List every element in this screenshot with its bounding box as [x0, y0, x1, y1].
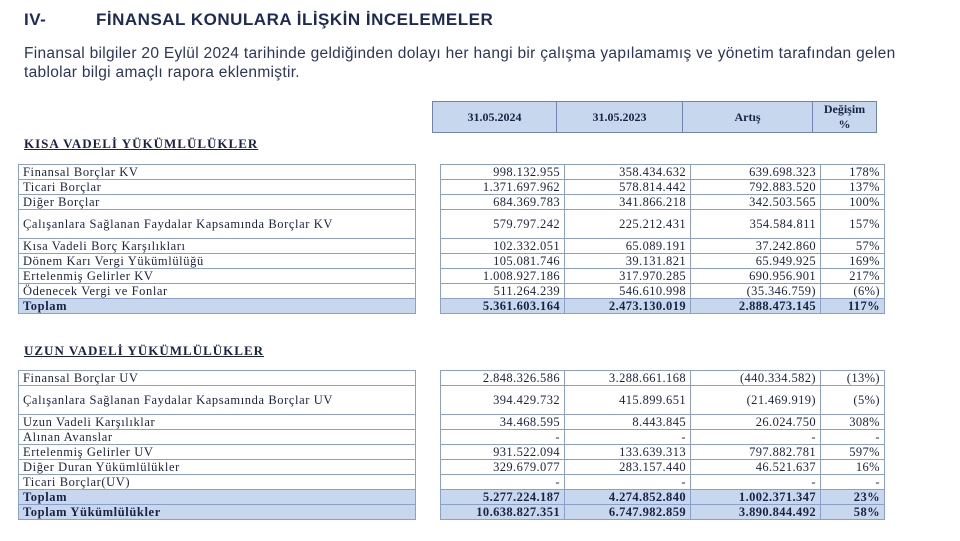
- table-row: [19, 371, 885, 386]
- value-2023: 6.747.982.859: [565, 505, 691, 520]
- value-change: 597%: [821, 445, 885, 460]
- value-2023: 2.473.130.019: [565, 299, 691, 314]
- value-2023: 225.212.431: [565, 210, 691, 239]
- value-2024: -: [441, 430, 565, 445]
- row-label: Finansal Borçlar UV: [19, 371, 416, 386]
- value-increase: 46.521.637: [691, 460, 821, 475]
- row-label: Alınan Avanslar: [19, 430, 416, 445]
- section-heading: [24, 10, 493, 30]
- value-2024: 105.081.746: [441, 254, 565, 269]
- value-increase: -: [691, 475, 821, 490]
- value-increase: 639.698.323: [691, 165, 821, 180]
- short-term-title: KISA VADELİ YÜKÜMLÜLÜKLER: [24, 136, 259, 151]
- value-2024: 579.797.242: [441, 210, 565, 239]
- value-2023: 546.610.998: [565, 284, 691, 299]
- column-gap: [416, 254, 441, 269]
- row-label: Ticari Borçlar: [19, 180, 416, 195]
- value-change: 169%: [821, 254, 885, 269]
- row-label: Diğer Duran Yükümlülükler: [19, 460, 416, 475]
- value-2024: 931.522.094: [441, 445, 565, 460]
- value-change: 217%: [821, 269, 885, 284]
- table-row: [19, 445, 885, 460]
- value-2023: 8.443.845: [565, 415, 691, 430]
- value-2024: 1.371.697.962: [441, 180, 565, 195]
- table-row: [19, 269, 885, 284]
- long-term-table: [18, 370, 885, 520]
- row-label: Diğer Borçlar: [19, 195, 416, 210]
- value-2024: 684.369.783: [441, 195, 565, 210]
- value-2023: 578.814.442: [565, 180, 691, 195]
- column-header-2023: 31.05.2023: [557, 102, 683, 133]
- column-gap: [416, 371, 441, 386]
- section-title: FİNANSAL KONULARA İLİŞKİN İNCELEMELER: [96, 10, 494, 29]
- row-label: Ertelenmiş Gelirler UV: [19, 445, 416, 460]
- value-change: 157%: [821, 210, 885, 239]
- column-gap: [416, 269, 441, 284]
- section-number: IV-: [24, 10, 47, 29]
- value-increase: 65.949.925: [691, 254, 821, 269]
- row-label: Ödenecek Vergi ve Fonlar: [19, 284, 416, 299]
- short-term-table: [18, 164, 885, 314]
- column-gap: [416, 460, 441, 475]
- column-header-increase: Artış: [683, 102, 813, 133]
- value-increase: 3.890.844.492: [691, 505, 821, 520]
- row-label: Toplam Yükümlülükler: [19, 505, 416, 520]
- row-label: Çalışanlara Sağlanan Faydalar Kapsamında Borçlar KV: [19, 210, 416, 239]
- value-change: -: [821, 430, 885, 445]
- value-2024: 102.332.051: [441, 239, 565, 254]
- total-row: [19, 299, 885, 314]
- column-gap: [416, 299, 441, 314]
- value-2023: 39.131.821: [565, 254, 691, 269]
- value-2024: 998.132.955: [441, 165, 565, 180]
- column-gap: [416, 445, 441, 460]
- value-2023: 3.288.661.168: [565, 371, 691, 386]
- column-gap: [416, 210, 441, 239]
- table-row: [19, 180, 885, 195]
- value-increase: 792.883.520: [691, 180, 821, 195]
- value-change: (6%): [821, 284, 885, 299]
- row-label: Çalışanlara Sağlanan Faydalar Kapsamında Borçlar UV: [19, 386, 416, 415]
- value-increase: 26.024.750: [691, 415, 821, 430]
- row-label: Kısa Vadeli Borç Karşılıkları: [19, 239, 416, 254]
- table-row: [19, 415, 885, 430]
- value-2023: 415.899.651: [565, 386, 691, 415]
- long-term-title: UZUN VADELİ YÜKÜMLÜLÜKLER: [24, 343, 265, 358]
- column-gap: [416, 386, 441, 415]
- column-gap: [416, 505, 441, 520]
- value-increase: 37.242.860: [691, 239, 821, 254]
- row-label: Toplam: [19, 299, 416, 314]
- value-increase: 797.882.781: [691, 445, 821, 460]
- total-row: [19, 490, 885, 505]
- value-2023: 133.639.313: [565, 445, 691, 460]
- value-change: 58%: [821, 505, 885, 520]
- row-label: Dönem Karı Vergi Yükümlülüğü: [19, 254, 416, 269]
- column-header-2024: 31.05.2024: [433, 102, 557, 133]
- value-increase: 1.002.371.347: [691, 490, 821, 505]
- value-change: 178%: [821, 165, 885, 180]
- value-2023: -: [565, 430, 691, 445]
- value-change: 57%: [821, 239, 885, 254]
- value-2024: 5.277.224.187: [441, 490, 565, 505]
- value-increase: (21.469.919): [691, 386, 821, 415]
- value-2023: 341.866.218: [565, 195, 691, 210]
- value-change: -: [821, 475, 885, 490]
- row-label: Ertelenmiş Gelirler KV: [19, 269, 416, 284]
- table-row: [19, 430, 885, 445]
- value-change: 23%: [821, 490, 885, 505]
- value-2024: 1.008.927.186: [441, 269, 565, 284]
- value-increase: 342.503.565: [691, 195, 821, 210]
- table-row: [19, 210, 885, 239]
- value-2023: 4.274.852.840: [565, 490, 691, 505]
- value-2023: 358.434.632: [565, 165, 691, 180]
- value-increase: (35.346.759): [691, 284, 821, 299]
- table-row: [19, 239, 885, 254]
- row-label: Finansal Borçlar KV: [19, 165, 416, 180]
- value-2023: 65.089.191: [565, 239, 691, 254]
- intro-paragraph: Finansal bilgiler 20 Eylül 2024 tarihinde geldiğinden dolayı her hangi bir çalışma yapılamamış ve yönetim tarafından gelen tablolar bilgi amaçlı rapora eklenmiştir.: [24, 45, 896, 81]
- column-gap: [416, 180, 441, 195]
- value-2024: 34.468.595: [441, 415, 565, 430]
- value-increase: 354.584.811: [691, 210, 821, 239]
- table-row: [19, 460, 885, 475]
- value-2023: 317.970.285: [565, 269, 691, 284]
- total-row: [19, 505, 885, 520]
- value-2024: 394.429.732: [441, 386, 565, 415]
- value-2024: 2.848.326.586: [441, 371, 565, 386]
- column-header-table: [432, 101, 877, 133]
- value-change: (5%): [821, 386, 885, 415]
- value-2024: 511.264.239: [441, 284, 565, 299]
- column-gap: [416, 430, 441, 445]
- value-2024: 5.361.603.164: [441, 299, 565, 314]
- value-change: 117%: [821, 299, 885, 314]
- column-gap: [416, 475, 441, 490]
- table-row: [19, 254, 885, 269]
- value-change: 16%: [821, 460, 885, 475]
- table-row: [19, 195, 885, 210]
- table-row: [19, 284, 885, 299]
- column-gap: [416, 490, 441, 505]
- value-change: 100%: [821, 195, 885, 210]
- row-label: Uzun Vadeli Karşılıklar: [19, 415, 416, 430]
- value-2023: 283.157.440: [565, 460, 691, 475]
- table-row: [19, 386, 885, 415]
- value-change: (13%): [821, 371, 885, 386]
- value-change: 308%: [821, 415, 885, 430]
- table-row: [19, 165, 885, 180]
- column-gap: [416, 284, 441, 299]
- value-2024: -: [441, 475, 565, 490]
- column-gap: [416, 415, 441, 430]
- value-increase: (440.334.582): [691, 371, 821, 386]
- column-gap: [416, 239, 441, 254]
- row-label: Ticari Borçlar(UV): [19, 475, 416, 490]
- value-increase: -: [691, 430, 821, 445]
- table-row: [19, 475, 885, 490]
- column-header-change: Değişim %: [813, 102, 877, 133]
- value-2023: -: [565, 475, 691, 490]
- row-label: Toplam: [19, 490, 416, 505]
- value-2024: 10.638.827.351: [441, 505, 565, 520]
- value-change: 137%: [821, 180, 885, 195]
- value-increase: 2.888.473.145: [691, 299, 821, 314]
- value-2024: 329.679.077: [441, 460, 565, 475]
- column-gap: [416, 195, 441, 210]
- value-increase: 690.956.901: [691, 269, 821, 284]
- column-gap: [416, 165, 441, 180]
